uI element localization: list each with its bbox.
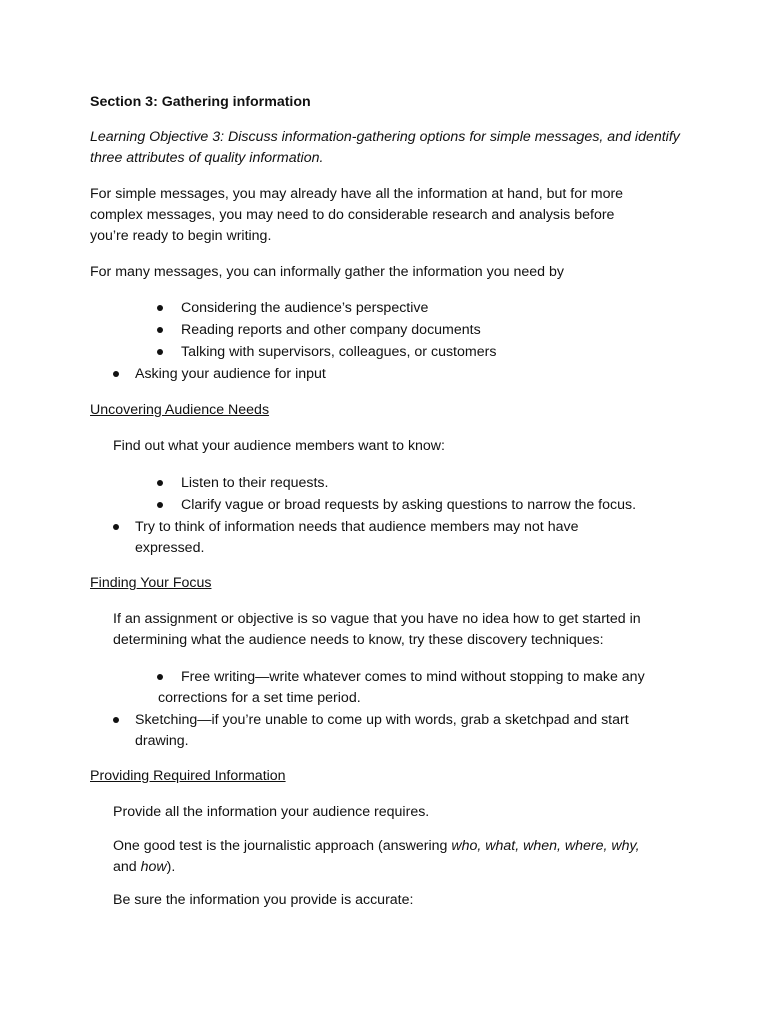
list-item: Asking your audience for input [135,366,326,382]
focus-intro-line-2: determining what the audience needs to know, try these discovery techniques: [113,632,604,648]
list-item: Considering the audience’s perspective [181,300,429,316]
focus-intro-line-1: If an assignment or objective is so vague that you have no idea how to get started in [113,611,641,627]
test-text: One good test is the journalistic approach (answering [113,838,452,854]
journalistic-test-paragraph [113,836,683,878]
bullet-icon [157,502,163,508]
bullet-icon [157,349,163,355]
list-item: Free writing—write whatever comes to mind without stopping to make any [181,669,645,685]
list-item: Sketching—if you’re unable to come up with words, grab a sketchpad and start [135,712,629,728]
close-paren: ). [166,859,176,875]
bullet-icon [113,524,119,530]
list-item: Reading reports and other company documents [181,322,481,338]
list-item: Clarify vague or broad requests by asking questions to narrow the focus. [181,497,637,513]
bullet-icon [113,371,119,377]
many-messages-paragraph: For many messages, you can informally gather the information you need by [90,264,564,280]
uncovering-intro: Find out what your audience members want to know: [113,438,445,454]
and-text: and [113,859,141,875]
list-item-continuation: corrections for a set time period. [158,690,361,706]
list-item-continuation: expressed. [135,540,205,556]
list-item: Try to think of information needs that audience members may not have [135,519,579,535]
bullet-icon [157,327,163,333]
bullet-icon [157,305,163,311]
heading-finding-your-focus: Finding Your Focus [90,575,212,591]
section-title: Section 3: Gathering information [90,94,311,110]
test-question-words: who, what, when, where, why, [451,838,640,854]
bullet-icon [157,674,163,680]
list-item: Listen to their requests. [181,475,329,491]
bullet-icon [157,480,163,486]
intro-line-3: you’re ready to begin writing. [90,228,272,244]
list-item: Talking with supervisors, colleagues, or customers [181,344,497,360]
provide-all-paragraph: Provide all the information your audience requires. [113,804,430,820]
heading-uncovering-audience-needs: Uncovering Audience Needs [90,402,270,418]
how-word: how [140,859,167,875]
accuracy-paragraph: Be sure the information you provide is accurate: [113,892,414,908]
learning-objective: Learning Objective 3: Discuss information-gathering options for simple messages, and identify three attributes of quality information. [90,129,680,166]
bullet-icon [113,717,119,723]
intro-line-2: complex messages, you may need to do considerable research and analysis before [90,207,615,223]
list-item-continuation: drawing. [135,733,189,749]
intro-line-1: For simple messages, you may already have all the information at hand, but for more [90,186,624,202]
heading-providing-required-information: Providing Required Information [90,768,286,784]
